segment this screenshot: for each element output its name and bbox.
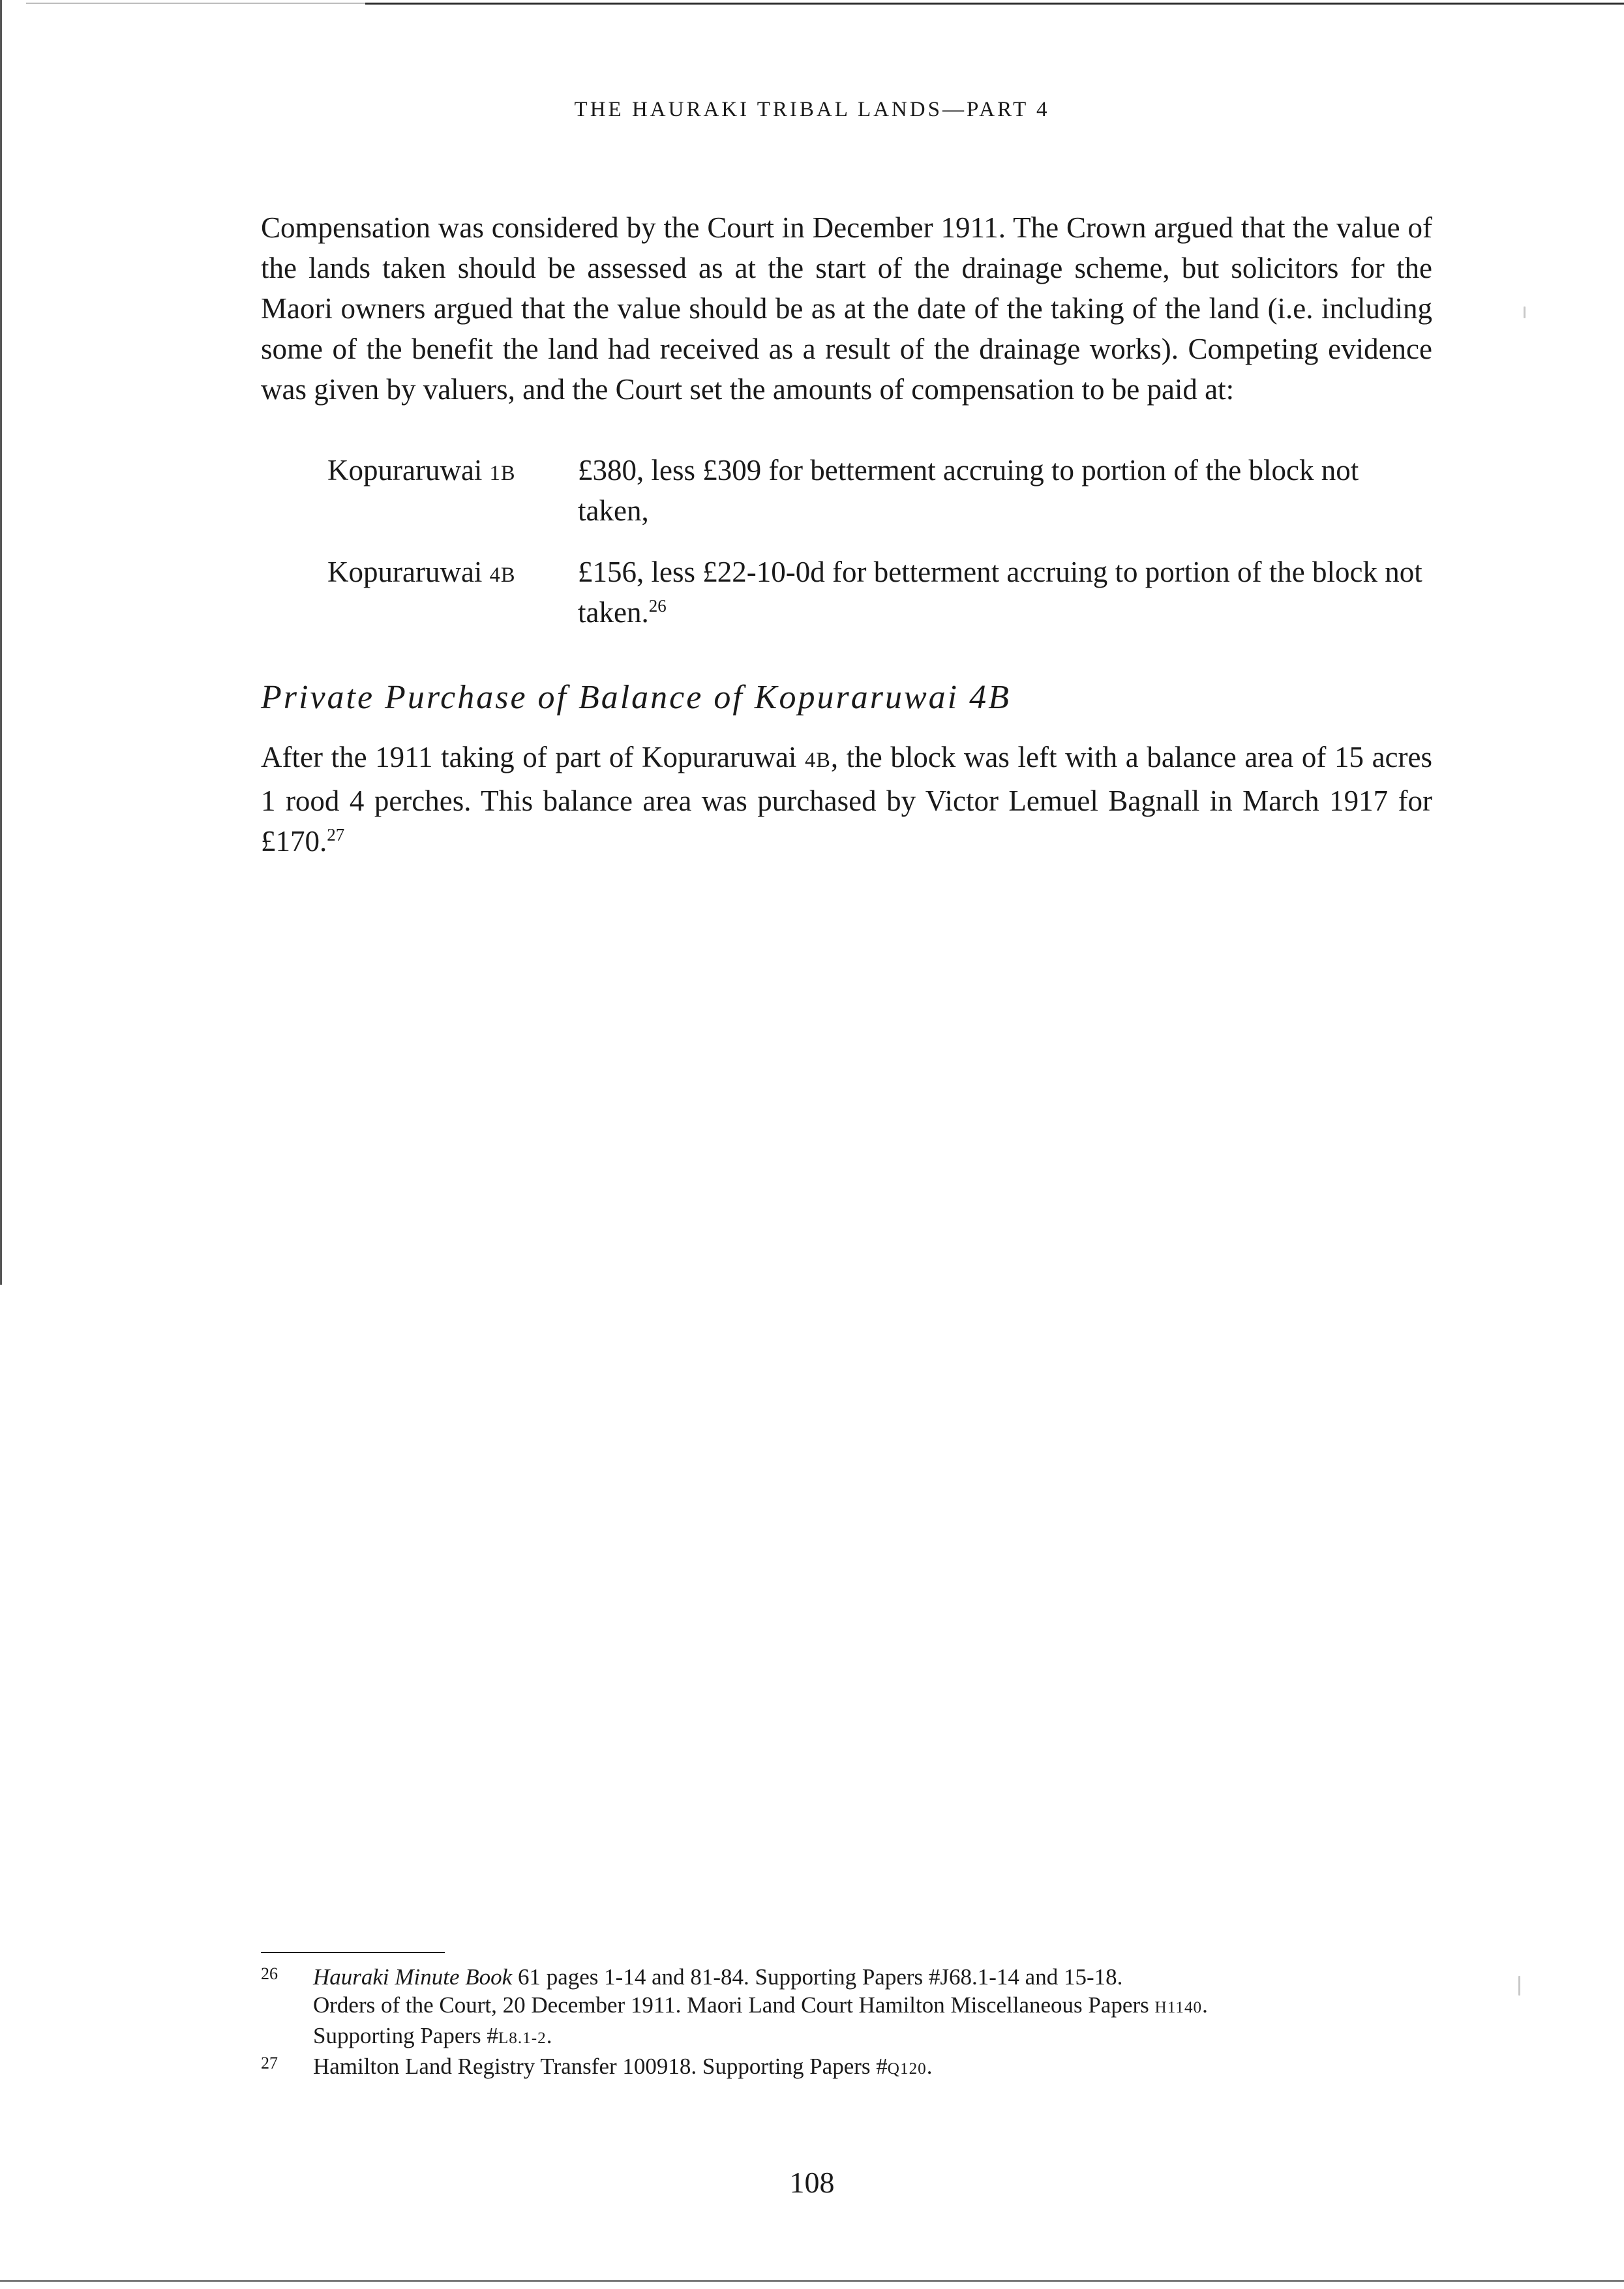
compensation-amount: £380, less £309 for betterment accruing to portion of the block not taken, [578, 454, 1359, 527]
footnote-line-text: . [546, 2023, 552, 2048]
paragraph-compensation: Compensation was considered by the Court in December 1911. The Crown argued that the value of the lands taken should be assessed as at the start of the drainage scheme, but solicitors for the Maori owners argued that the value should be as at the date of the taking of the land (i.e. including some of the benefit the land had received as a result of the drainage works). Competing evidence was given by valuers, and the Court set the amounts of compensation to be paid at: [261, 211, 1432, 406]
compensation-value [578, 552, 1432, 633]
footnote-ref[interactable]: 27 [327, 825, 345, 845]
paper-code: H1140 [1154, 1999, 1203, 2016]
block-suffix: 4B [489, 563, 516, 587]
section-heading: Private Purchase of Balance of Kopuraruwai 4B [261, 679, 1011, 716]
source-title: Hauraki Minute Book [313, 1964, 513, 1990]
scan-edge-top [365, 3, 1624, 5]
scan-edge-top-left [26, 3, 365, 4]
footnote-number: 26 [261, 1964, 278, 1983]
footnote-line-text: . [926, 2054, 933, 2079]
scan-speck [1518, 1976, 1520, 1996]
compensation-row [327, 450, 1432, 531]
footnote-number: 27 [261, 2054, 278, 2072]
paper-code: L8.1-2 [498, 2029, 547, 2047]
block-name: Kopuraruwai [327, 556, 490, 588]
footnote-text [313, 1963, 1435, 2052]
footnote-line-text: Supporting Papers # [313, 2023, 498, 2048]
footnote-text [313, 2052, 1435, 2083]
scan-edge-left [0, 0, 2, 1285]
page-number: 108 [789, 2166, 835, 2199]
block-name: Kopuraruwai [327, 454, 490, 486]
compensation-row [327, 552, 1432, 633]
footnote-line [313, 2022, 1435, 2052]
footnotes [261, 1963, 1435, 2083]
block-suffix: 4B [805, 749, 831, 772]
compensation-amount: £156, less £22-10-0d for betterment accruing to portion of the block not taken. [578, 556, 1422, 629]
footnote-line [313, 1991, 1435, 2022]
footnote-line [313, 2052, 1435, 2083]
paragraph-text: After the 1911 taking of part of Kopuraruwai [261, 741, 805, 773]
footnote-line [313, 1963, 1435, 1991]
running-head: THE HAURAKI TRIBAL LANDS—PART 4 [574, 98, 1050, 121]
footnote-rule [261, 1952, 445, 1953]
footnote-line-text: Orders of the Court, 20 December 1911. Maori Land Court Hamilton Miscellaneous Papers [313, 1992, 1155, 2018]
footnote-line-text: Hamilton Land Registry Transfer 100918. Supporting Papers # [313, 2054, 888, 2079]
scan-edge-bottom [0, 2280, 1624, 2282]
compensation-value [578, 450, 1432, 531]
paper-code: Q120 [887, 2060, 927, 2078]
paragraph-private-purchase [261, 737, 1432, 861]
block-suffix: 1B [489, 462, 516, 485]
block-label [327, 450, 578, 531]
compensation-table [327, 450, 1432, 633]
footnote-line-text: . [1202, 1992, 1208, 2018]
footnote-ref[interactable]: 26 [648, 596, 667, 616]
footnote-line-text: 61 pages 1-14 and 81-84. Supporting Papers #J68.1-14 and 15-18. [512, 1964, 1123, 1990]
footnote-26 [261, 1963, 1435, 2052]
scan-speck [1524, 307, 1526, 318]
footnote-27 [261, 2052, 1435, 2083]
paragraph-text: , the block was left with a balance area of 15 acres 1 rood 4 perches. This balance area was purchased by Victor Lemuel Bagnall in March 1917 for £170. [261, 741, 1433, 858]
block-label [327, 552, 578, 633]
